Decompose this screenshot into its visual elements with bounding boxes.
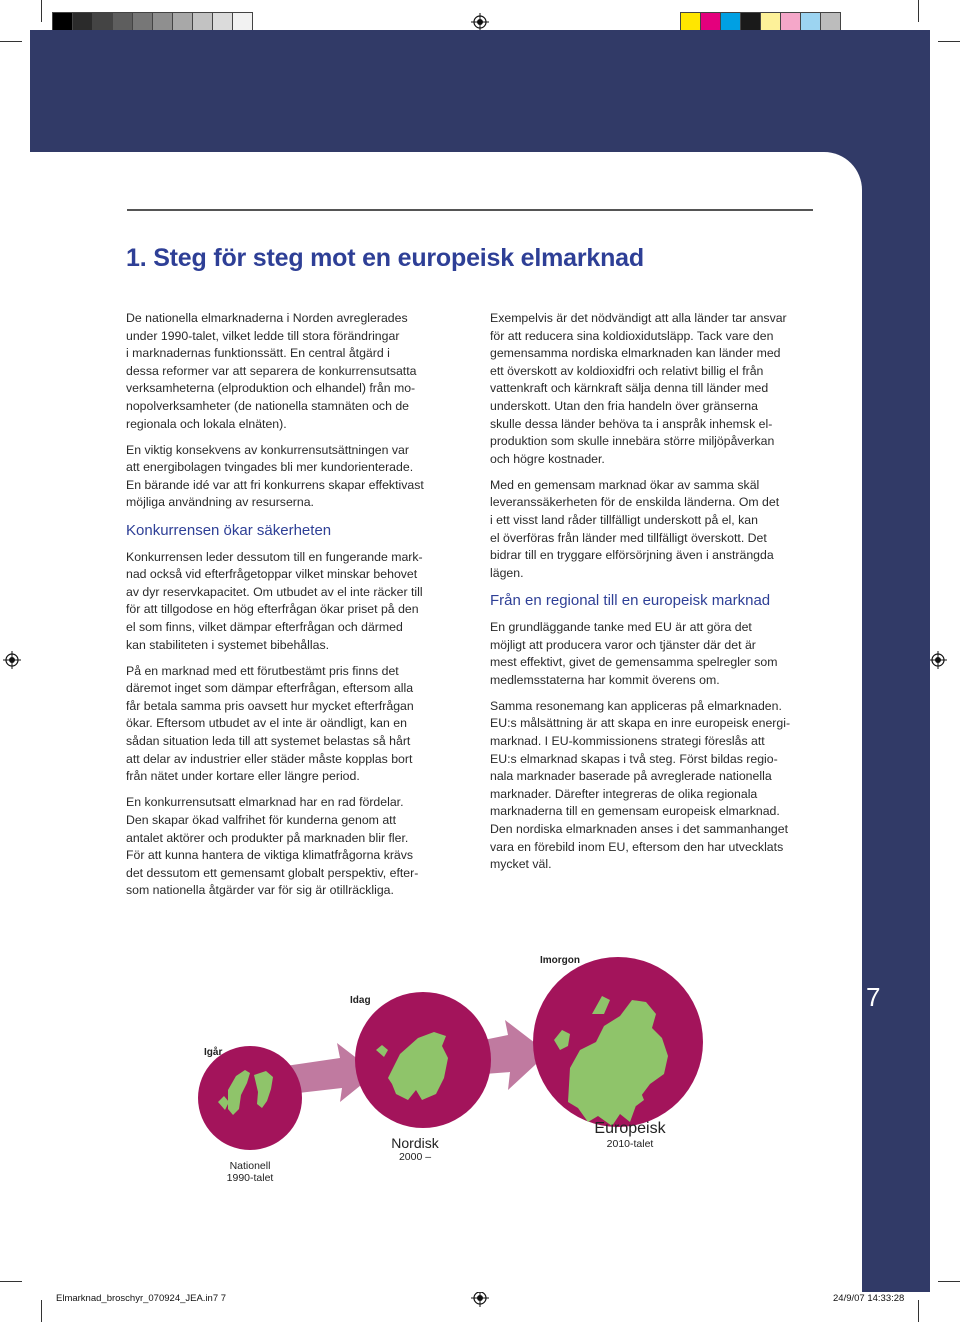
right-column: [490, 310, 830, 882]
caption-national: [210, 1160, 290, 1184]
footer-timestamp: 24/9/07 14:33:28: [833, 1293, 905, 1304]
crop-mark: [41, 0, 42, 22]
registration-mark-icon: [929, 651, 947, 669]
paragraph: De nationella elmarknaderna i Norden avreglerades under 1990-talet, vilket ledde till stora förändringar i marknadernas funktionssätt. En central åtgärd i dessa reformer var att separera de konkurrensutsatta verksamheterna (elproduktion och elhandel) från mo- nopolverksamheter (de nationella stamnäten och de regionala och lokala elnäten).: [126, 311, 417, 431]
stage-label-imorgon: Imorgon: [540, 955, 580, 966]
caption-sub: 2010-talet: [606, 1138, 654, 1150]
caption-main: Nationell: [229, 1160, 271, 1172]
page-number: 7: [866, 982, 881, 1012]
paragraph: En grundläggande tanke med EU är att göra det möjligt att producera varor och tjänster där det är mest effektivt, givet de gemensamma spelregler som medlemsstaterna har kommit överens om.: [490, 620, 778, 687]
caption-sub: 2000 –: [398, 1151, 432, 1163]
paragraph: Konkurrensen leder dessutom till en fungerande mark- nad också vid efterfrågetoppar vilket minskar behovet av dyr reservkapacitet. Om utbudet av el inte räcker till för att tillgodose en hög efterfrågan ökar priset på den el som finns, vilket dämpar efterfrågan och därmed kan stabiliteten i systemet bibehållas.: [126, 549, 423, 652]
caption-main: Europeisk: [594, 1120, 666, 1137]
section-heading: Konkurrensen ökar säkerheten: [126, 522, 332, 540]
caption-european: [580, 1120, 680, 1150]
paragraph: En konkurrensutsatt elmarknad har en rad fördelar. Den skapar ökad valfrihet för kunderna genom att antalet aktörer och produkter på marknaden blir fler. För att kunna hantera de viktiga klimatfrågorna krävs det dessutom ett gemensamt globalt perspektiv, efter- som nationella åtgärder var för sig är otillräckliga.: [126, 795, 419, 898]
caption-nordic: [370, 1135, 460, 1163]
paragraph: Med en gemensam marknad ökar av samma skäl leveranssäkerheten för de enskilda länderna. Om det i ett visst land råder tillfälligt underskott på el, kan el överföras från länder med tillfälligt överskott. Det bidrar till en tryggare elförsörjning även i ansträngda lägen.: [490, 477, 780, 580]
registration-mark-icon: [3, 651, 21, 669]
paragraph: En viktig konsekvens av konkurrensutsättningen var att energibolagen tvingades bli mer kundorienterade. En bärande idé var att fri konkurrens skapar effektivast möjliga användning av resurserna.: [126, 442, 424, 510]
footer-filename: Elmarknad_broschyr_070924_JEA.in7 7: [56, 1293, 227, 1304]
crop-mark: [41, 1300, 42, 1322]
caption-main: Nordisk: [391, 1135, 439, 1151]
crop-mark: [0, 1281, 22, 1282]
national-market-circle: [198, 1046, 302, 1150]
crop-mark: [938, 41, 960, 42]
paragraph: På en marknad med ett förutbestämt pris finns det däremot inget som dämpar efterfrågan, eftersom alla får betala samma pris oavsett hur mycket efterfrågan ökar. Eftersom utbudet av el inte är oändligt, kan en sådan situation leda till att systemet belastas så hårt att delar av industrier eller städer måste kopplas bort från nätet under kortare eller längre period.: [126, 663, 414, 784]
left-column: [126, 310, 466, 908]
crop-mark: [918, 1300, 919, 1322]
crop-mark: [918, 0, 919, 22]
crop-mark: [0, 41, 22, 42]
paragraph: Exempelvis är det nödvändigt att alla länder tar ansvar för att reducera sina koldioxidutsläpp. Tack vare den gemensamma nordiska elmarknaden kan länder med ett överskott av koldioxidfri och relativt billig el från vattenkraft och kärnkraft sälja denna till länder med underskott. Utan den fria handeln över gränserna skulle dessa länder behöva ta i anspråk inhemsk el- produktion som skulle innebära större miljöpåverkan och högre kostnader.: [490, 311, 787, 466]
registration-mark-icon: [471, 13, 489, 31]
page-title: 1. Steg för steg mot en europeisk elmarknad: [126, 244, 644, 272]
stage-label-idag: Idag: [350, 995, 371, 1006]
paragraph: Samma resonemang kan appliceras på elmarknaden. EU:s målsättning är att skapa en inre europeisk energi- marknad. I EU-kommissionens strategi föreslås att EU:s elmarknad skapas i två steg. Först bildas regio- nala marknader baserade på avreglerade nationella marknader. Därefter integreras de olika regionala marknaderna till en gemensam europeisk elmarknad. Den nordiska elmarknaden anses i det sammanhanget vara en förebild inom EU, eftersom den har utvecklats mycket väl.: [490, 698, 791, 872]
stage-label-igar: Igår: [204, 1047, 223, 1058]
crop-mark: [938, 1281, 960, 1282]
section-heading: Från en regional till en europeisk marknad: [490, 592, 771, 610]
header-rule: [127, 209, 813, 211]
caption-sub: 1990-talet: [226, 1172, 274, 1184]
